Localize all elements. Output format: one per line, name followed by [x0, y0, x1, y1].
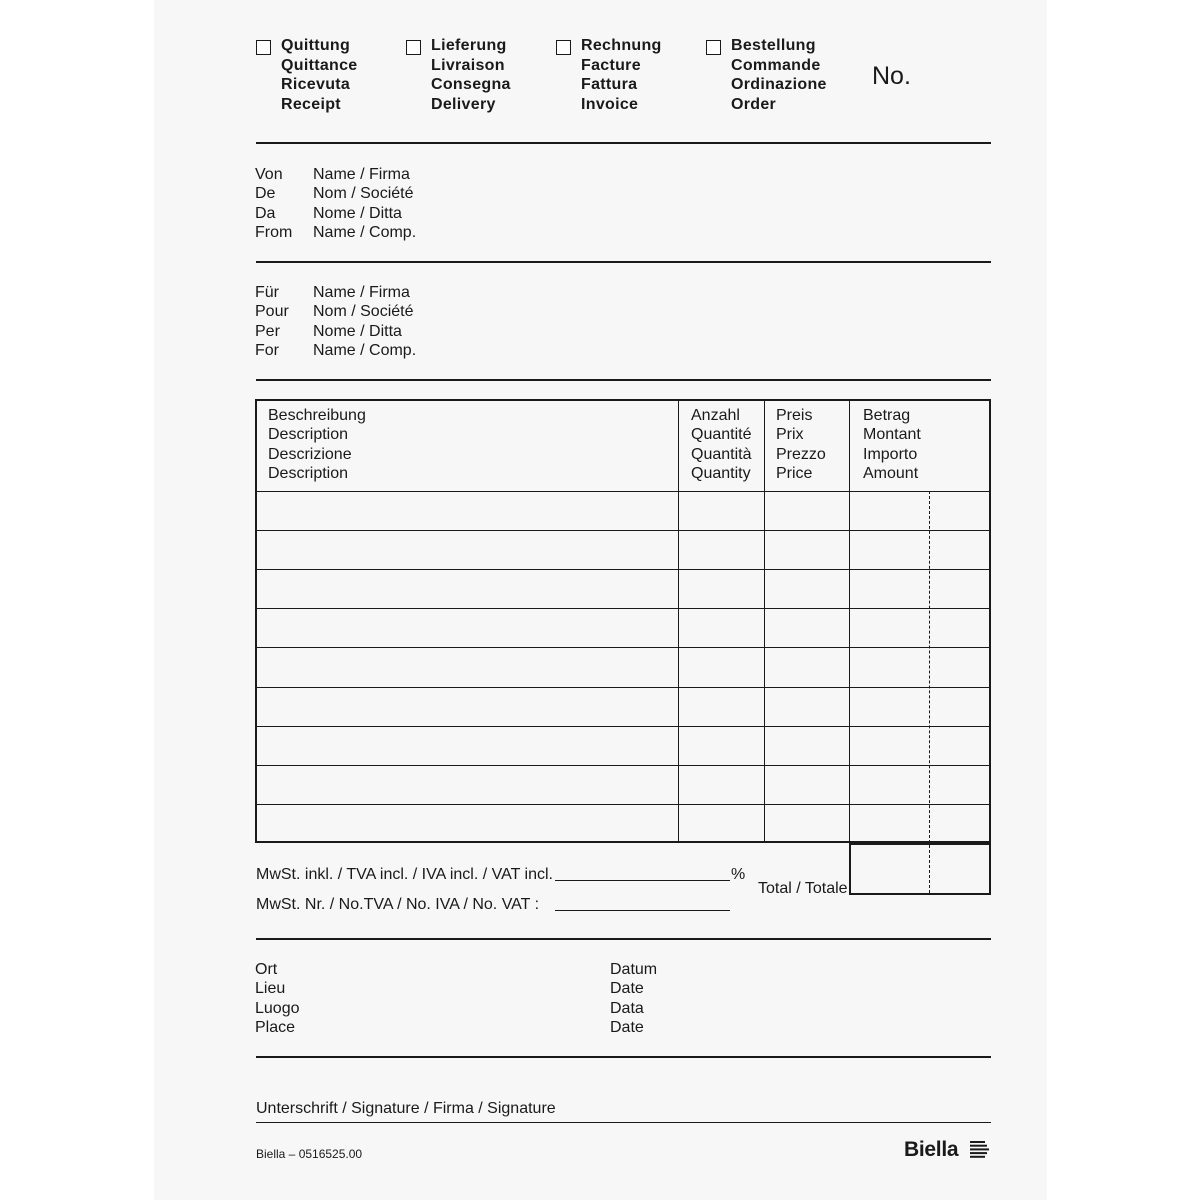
header-line: Descrizione [268, 445, 352, 463]
header-line: Description [268, 426, 349, 444]
from-labels [255, 165, 292, 242]
place-label: Place [255, 1018, 296, 1036]
signature-field[interactable] [560, 1090, 990, 1122]
header-line: Description [268, 465, 349, 483]
from-address-field[interactable] [440, 160, 990, 250]
quantity-cell[interactable] [679, 766, 764, 803]
to-field-label: Nom / Société [313, 303, 414, 321]
brand-logo: Biella [904, 1138, 959, 1161]
total-label: Total / Totale [758, 880, 848, 897]
amount-cell[interactable] [851, 570, 989, 607]
place-label: Lieu [255, 980, 286, 998]
quantity-cell[interactable] [679, 492, 764, 529]
column-header-price [776, 406, 826, 484]
price-cell[interactable] [765, 609, 849, 646]
header-line: Prezzo [776, 445, 826, 463]
amount-cell[interactable] [851, 492, 989, 529]
to-labels [255, 283, 289, 360]
price-cell[interactable] [765, 727, 849, 764]
header-line: Quantity [691, 465, 751, 483]
price-cell[interactable] [765, 570, 849, 607]
to-field-labels [313, 283, 416, 360]
doctype-label: Order [731, 95, 777, 113]
price-cell[interactable] [765, 805, 849, 842]
price-cell[interactable] [765, 648, 849, 685]
decimal-separator-line [929, 845, 930, 893]
amount-cell[interactable] [851, 805, 989, 842]
doctype-label: Fattura [581, 76, 638, 93]
to-label: Für [255, 284, 279, 301]
header-line: Preis [776, 407, 813, 424]
from-field-label: Name / Comp. [313, 223, 417, 241]
header-line: Price [776, 465, 813, 483]
vat-number-label: MwSt. Nr. / No.TVA / No. IVA / No. VAT : [256, 896, 540, 913]
header-line: Amount [863, 465, 919, 483]
doctype-label: Invoice [581, 95, 639, 113]
amount-cell[interactable] [851, 766, 989, 803]
quantity-cell[interactable] [679, 805, 764, 842]
product-code: Biella – 0516525.00 [256, 1147, 363, 1161]
doctype-label: Facture [581, 56, 641, 74]
doctype-label: Delivery [431, 95, 496, 113]
date-label: Data [610, 999, 644, 1017]
date-label: Date [610, 980, 644, 998]
doctype-label: Ricevuta [281, 76, 351, 93]
amount-cell[interactable] [851, 727, 989, 764]
header-line: Quantité [691, 426, 752, 444]
from-label: Da [255, 204, 276, 222]
checkbox-rechnung[interactable] [556, 40, 571, 55]
place-label: Luogo [255, 999, 300, 1017]
quantity-cell[interactable] [679, 688, 764, 725]
description-cell[interactable] [257, 805, 678, 842]
doctype-label: Quittung [281, 37, 351, 54]
vat-rate-field[interactable] [555, 880, 730, 881]
price-cell[interactable] [765, 492, 849, 529]
from-field-labels [313, 165, 416, 242]
brand-lines-icon [970, 1141, 989, 1158]
quantity-cell[interactable] [679, 531, 764, 568]
amount-cell[interactable] [851, 648, 989, 685]
doctype-label: Lieferung [431, 37, 507, 54]
quantity-cell[interactable] [679, 609, 764, 646]
header-line: Importo [863, 445, 918, 463]
quantity-cell[interactable] [679, 727, 764, 764]
header-line: Anzahl [691, 407, 740, 424]
description-cell[interactable] [257, 570, 678, 607]
date-field[interactable] [675, 955, 990, 1045]
from-label: From [255, 223, 293, 241]
quantity-cell[interactable] [679, 648, 764, 685]
vat-number-field[interactable] [555, 910, 730, 911]
place-field[interactable] [320, 955, 590, 1045]
header-line: Betrag [863, 407, 911, 424]
doctype-lieferung[interactable] [406, 36, 511, 114]
divider [256, 938, 991, 940]
from-field-label: Name / Firma [313, 166, 410, 183]
date-labels [610, 960, 657, 1037]
to-field-label: Name / Comp. [313, 341, 417, 359]
to-field-label: Nome / Ditta [313, 322, 402, 340]
doctype-label: Quittance [281, 56, 358, 74]
to-label: For [255, 341, 279, 359]
description-cell[interactable] [257, 688, 678, 725]
doctype-label: Livraison [431, 56, 505, 74]
header-line: Beschreibung [268, 407, 366, 424]
doctype-bestellung[interactable] [706, 36, 827, 114]
checkbox-quittung[interactable] [256, 40, 271, 55]
signature-line [256, 1122, 991, 1123]
date-label: Date [610, 1018, 644, 1036]
description-cell[interactable] [257, 492, 678, 529]
place-labels [255, 960, 300, 1037]
price-cell[interactable] [765, 766, 849, 803]
doctype-label: Bestellung [731, 37, 816, 54]
to-label: Pour [255, 303, 289, 321]
vat-included-label: MwSt. inkl. / TVA incl. / IVA incl. / VAT incl. [256, 866, 553, 883]
document-number-label: No. [872, 62, 911, 90]
to-field-label: Name / Firma [313, 284, 410, 301]
column-header-quantity [691, 406, 751, 484]
quantity-cell[interactable] [679, 570, 764, 607]
column-header-description [268, 406, 366, 484]
column-header-amount [863, 406, 921, 484]
amount-cell[interactable] [851, 688, 989, 725]
divider [256, 379, 991, 381]
doctype-label: Ordinazione [731, 76, 827, 93]
from-label: Von [255, 166, 283, 183]
divider [256, 142, 991, 144]
checkbox-bestellung[interactable] [706, 40, 721, 55]
decimal-separator-line [929, 491, 930, 843]
header-line: Prix [776, 426, 804, 444]
divider [256, 1056, 991, 1058]
description-cell[interactable] [257, 609, 678, 646]
amount-cell[interactable] [851, 531, 989, 568]
total-amount-field[interactable] [849, 843, 991, 895]
divider [256, 261, 991, 263]
column-divider [849, 399, 850, 843]
to-label: Per [255, 322, 280, 340]
from-field-label: Nom / Société [313, 185, 414, 203]
doctype-label: Consegna [431, 76, 511, 93]
date-label: Datum [610, 961, 658, 978]
description-cell[interactable] [257, 766, 678, 803]
doctype-quittung[interactable] [256, 36, 358, 114]
document-number-field[interactable] [920, 62, 990, 92]
to-address-field[interactable] [440, 278, 990, 368]
price-cell[interactable] [765, 531, 849, 568]
checkbox-lieferung[interactable] [406, 40, 421, 55]
amount-cell[interactable] [851, 609, 989, 646]
description-cell[interactable] [257, 531, 678, 568]
header-line: Montant [863, 426, 921, 444]
signature-label: Unterschrift / Signature / Firma / Signature [256, 1100, 556, 1117]
from-label: De [255, 185, 276, 203]
doctype-label: Commande [731, 56, 821, 74]
description-cell[interactable] [257, 727, 678, 764]
doctype-label: Receipt [281, 95, 341, 113]
doctype-rechnung[interactable] [556, 36, 662, 114]
header-line: Quantità [691, 445, 752, 463]
description-cell[interactable] [257, 648, 678, 685]
from-field-label: Nome / Ditta [313, 204, 402, 222]
place-label: Ort [255, 961, 278, 978]
doctype-label: Rechnung [581, 37, 662, 54]
percent-sign: % [731, 866, 746, 883]
price-cell[interactable] [765, 688, 849, 725]
